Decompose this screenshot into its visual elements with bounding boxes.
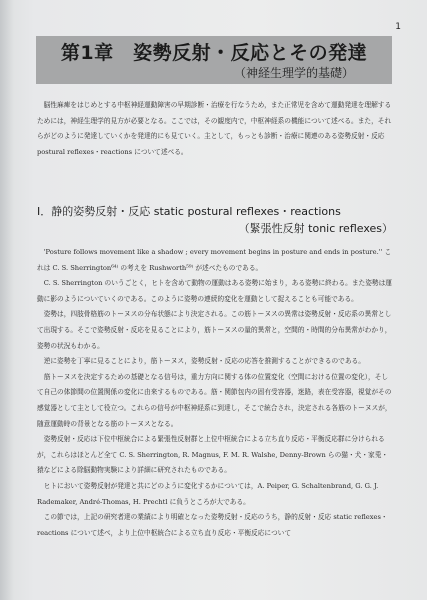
body-paragraph: 姿勢は，四肢骨格筋のトーヌスの分布状態により決定される。この筋トーヌスの異常は姿勢反射・反応系の異常として出現する。そこで姿勢反射・反応を見ることにより，筋トーヌスの量的異常と，空間的・時間的分布異常がわかり，姿勢の状況もわかる。 <box>37 310 392 350</box>
body-paragraph: ヒトにおいて姿勢反射が発達と共にどのように変化するかについては，A. Peiper, G. Schaltenbrand, G. G. J. Rademaker, André-Thomas, H. Prechtl に負うところが大である。 <box>37 481 379 506</box>
chapter-subtitle: （神経生理学的基礎） <box>233 66 354 80</box>
section-heading <box>37 204 393 238</box>
chapter-title: 第1章 姿勢反射・反応とその発達 <box>60 42 368 64</box>
body-paragraph: 姿勢反射・反応は下位中枢統合による緊張性反射群と上位中枢統合による立ち直り反応・平衡反応群に分けられるが，これらはほとんど全て C. S. Sherrington, R. Magnus, F. M. R. Walshe, Denny-Brown らの猫・犬・家兎・猿などによる除脳動物実験により詳細に研究されたものである。 <box>37 435 389 475</box>
body-paragraph: 筋トーヌスを決定するための基礎となる信号は，重力方向に関する体の位置変化（空間における位置の変化），そして自己の体節間の位置関係の変化に由来するものである。筋・関節包内の固有受容器，迷路，表在受容器，視覚がその感覚器として主として役立つ。これらの信号が中枢神経系に到達し，そこで統合され，決定される各筋のトーヌスが，随意運動時の背景となる筋のトーヌスとなる。 <box>37 372 392 428</box>
section-body <box>37 245 393 541</box>
body-paragraph: 逆に姿勢を丁寧に見ることにより，筋トーヌス，姿勢反射・反応の応答を推測することができるのである。 <box>43 357 365 366</box>
binding-shadow <box>0 0 14 600</box>
intro-paragraph: 脳性麻痺をはじめとする中枢神経運動障害の早期診断・治療を行なうため，また正常児を含めて運動発達を理解するためには，神経生理学的見方が必要となる。ここでは，その観度内で，中枢神経系の機能について述べる。また，それらがどのように発達していくかを発達的にも見ていく。主として，もっとも診断・治療に関連のある姿勢反射・反応 postural reflexes・reactions について述べる。 <box>37 101 392 156</box>
section-heading-sub: （緊張性反射 tonic reflexes） <box>238 222 393 235</box>
page-number: 1 <box>395 22 401 32</box>
section-heading-main: Ⅰ．静的姿勢反射・反応 static postural reflexes・reactions <box>37 205 341 218</box>
chapter-title-box <box>36 36 392 84</box>
body-paragraph: C. S. Sherrington のいうごとく，ヒトを含めて動物の運動はある姿勢に始まり，ある姿勢に終わる。また姿勢は運動に影のようについていくのである。このように姿勢の連続的変化を運動として捉えることも可能である。 <box>37 279 392 303</box>
intro-text <box>37 98 393 160</box>
body-paragraph: この節では，上記の研究者達の業績により明確となった姿勢反射・反応のうち，静的反射・反応 static reflexes・reactions について述べ，より上位中枢統合による立ち直り反応・平衡反応について <box>37 513 388 537</box>
body-paragraph: 'Posture follows movement like a shadow ; every movement begins in posture and ends in posture.'' これは C. S. Sherrington⁶⁴⁾ の考えを Rushworth⁵⁹⁾ が述べたものである。 <box>37 248 392 272</box>
